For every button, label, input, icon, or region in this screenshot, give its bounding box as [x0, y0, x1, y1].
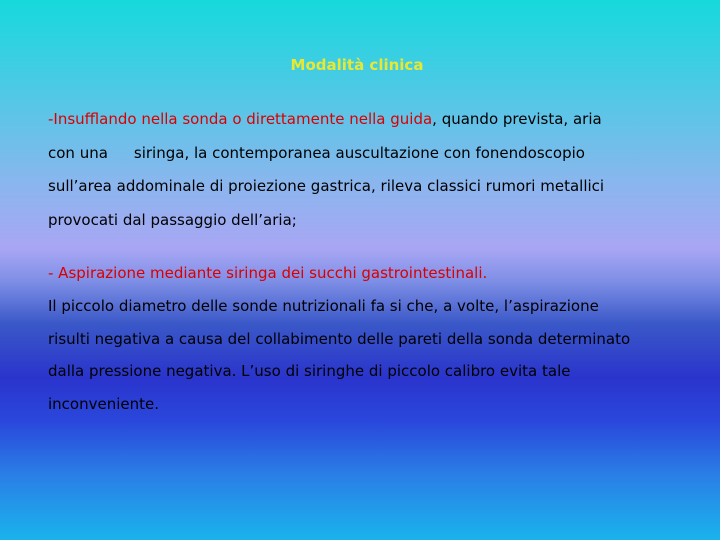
paragraph1-line4: provocati dal passaggio dell’aria;	[48, 211, 297, 229]
paragraph2-line5: inconveniente.	[48, 395, 159, 413]
aspiration-heading: - Aspirazione mediante siringa dei succhi gastrointestinali.	[48, 264, 488, 282]
paragraph1-line1	[48, 110, 602, 128]
slide-title: Modalità clinica	[290, 56, 424, 74]
paragraph1-line2	[48, 144, 585, 162]
paragraph1-line2-rest: siringa, la contemporanea auscultazione con fonendoscopio	[133, 144, 585, 162]
paragraph2-line2: Il piccolo diametro delle sonde nutrizionali fa si che, a volte, l’aspirazione	[48, 297, 599, 315]
paragraph2-line4: dalla pressione negativa. L’uso di siringhe di piccolo calibro evita tale	[48, 362, 571, 380]
paragraph1-line3: sull’area addominale di proiezione gastrica, rileva classici rumori metallici	[48, 177, 605, 195]
paragraph2-line3: risulti negativa a causa del collabimento delle pareti della sonda determinato	[48, 330, 631, 348]
paragraph1-line1-rest: , quando prevista, aria	[432, 110, 602, 128]
insufflation-heading: -Insufflando nella sonda o direttamente nella guida	[48, 110, 433, 128]
paragraph1-line2-start: con una	[48, 144, 108, 162]
